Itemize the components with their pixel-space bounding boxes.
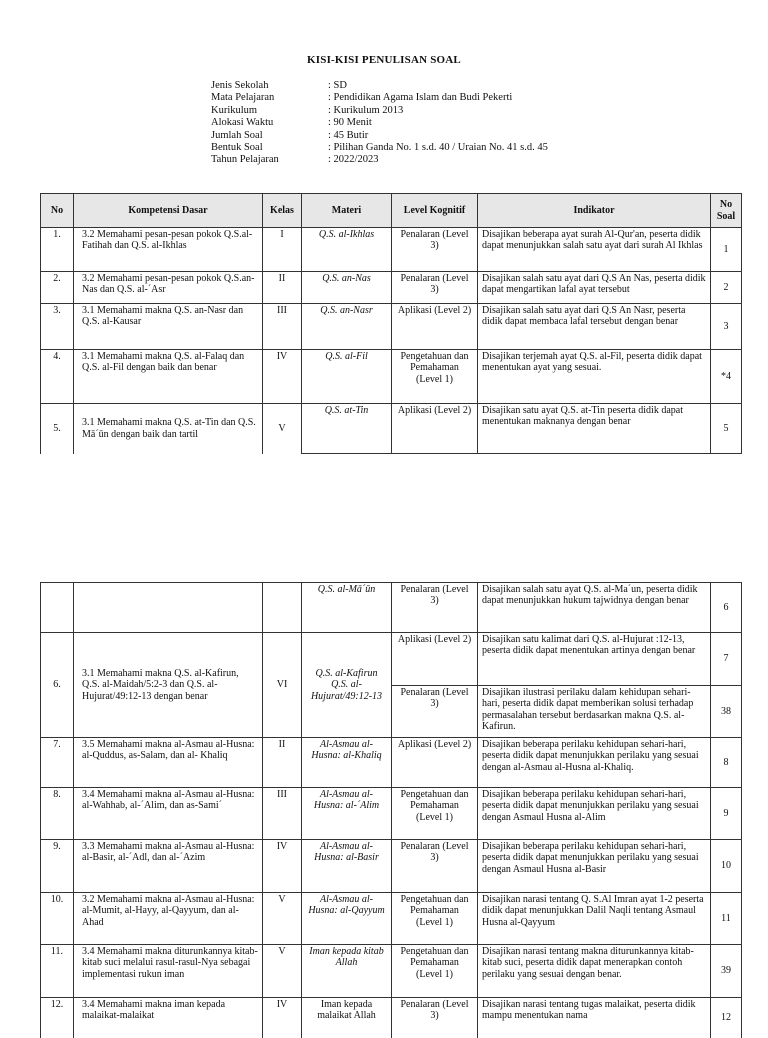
row-indikator: Disajikan beberapa perilaku kehidupan sehari-hari, peserta didik dapat menunjukkan perilaku yang sesuai dengan Asmaul Husna al-Basir bbox=[478, 840, 711, 893]
row-no: 10. bbox=[41, 893, 74, 945]
row-no: 11. bbox=[41, 945, 74, 998]
row-kompetensi-dasar: 3.3 Memahami makna al-Asmau al-Husna: al-Basir, al-´Adl, dan al-´Azim bbox=[74, 840, 263, 893]
table-row bbox=[41, 350, 742, 404]
table-row bbox=[41, 404, 742, 454]
row-kelas bbox=[263, 583, 302, 633]
info-value: : 45 Butir bbox=[328, 129, 369, 141]
row-level: Penalaran (Level 3) bbox=[392, 272, 478, 304]
row-kompetensi-dasar: 3.4 Memahami makna al-Asmau al-Husna: al-Wahhab, al-´Alim, dan as-Sami´ bbox=[74, 788, 263, 840]
row-indikator: Disajikan narasi tentang tugas malaikat, peserta didik mampu menentukan nama bbox=[478, 998, 711, 1038]
table-row bbox=[41, 840, 742, 893]
row-no: 4. bbox=[41, 350, 74, 404]
row-kompetensi-dasar: 3.1 Memahami makna Q.S. al-Kafirun, Q.S. al-Maidah/5:2-3 dan Q.S. al- Hujurat/49:12-13 dengan benar bbox=[74, 633, 263, 738]
row-kelas: V bbox=[263, 945, 302, 998]
table-row bbox=[41, 304, 742, 350]
row-kompetensi-dasar: 3.4 Memahami makna diturunkannya kitab-kitab suci melalui rasul-rasul-Nya sebagai implementasi rukun iman bbox=[74, 945, 263, 998]
row-materi: Q.S. an-Nas bbox=[302, 272, 392, 304]
row-no-soal: 7 bbox=[711, 633, 742, 686]
row-level: Penalaran (Level 3) bbox=[392, 583, 478, 633]
info-value: : SD bbox=[328, 80, 347, 91]
row-no: 12. bbox=[41, 998, 74, 1038]
row-kompetensi-dasar: 3.2 Memahami pesan-pesan pokok Q.S.al-Fatihah dan Q.S. al-Ikhlas bbox=[74, 228, 263, 272]
row-materi: Al-Asmau al-Husna: al-Khaliq bbox=[302, 738, 392, 788]
table-row bbox=[41, 788, 742, 840]
info-label: Alokasi Waktu bbox=[211, 117, 274, 129]
info-value: : Kurikulum 2013 bbox=[328, 104, 404, 116]
page-title: KISI-KISI PENULISAN SOAL bbox=[307, 54, 461, 66]
info-label: Jenis Sekolah bbox=[211, 80, 269, 91]
info-row bbox=[211, 130, 548, 142]
info-label: Kurikulum bbox=[211, 104, 258, 116]
row-no bbox=[41, 583, 74, 633]
row-no-soal: 10 bbox=[711, 840, 742, 893]
row-indikator: Disajikan beberapa perilaku kehidupan sehari-hari, peserta didik dapat menunjukkan perilaku yang sesuai dengan Asmaul Husna al-Alim bbox=[478, 788, 711, 840]
row-level: Pengetahuan dan Pemahaman (Level 1) bbox=[392, 893, 478, 945]
document-info bbox=[211, 80, 548, 167]
info-value: : Pendidikan Agama Islam dan Budi Pekerti bbox=[328, 92, 513, 104]
info-value: : 2022/2023 bbox=[328, 154, 379, 166]
row-materi: Q.S. at-Tin bbox=[302, 404, 392, 454]
header-no: No bbox=[41, 194, 74, 228]
row-level: Aplikasi (Level 2) bbox=[392, 304, 478, 350]
table-row bbox=[41, 945, 742, 998]
row-materi: Al-Asmau al-Husna: al-´Alim bbox=[302, 788, 392, 840]
info-row bbox=[211, 154, 548, 166]
table-row bbox=[41, 583, 742, 633]
row-indikator: Disajikan satu kalimat dari Q.S. al-Hujurat :12-13, peserta didik dapat menentukan artinya dengan benar bbox=[478, 633, 711, 686]
row-kompetensi-dasar: 3.4 Memahami makna iman kepada malaikat-malaikat bbox=[74, 998, 263, 1038]
row-kelas: V bbox=[263, 404, 302, 454]
row-level: Aplikasi (Level 2) bbox=[392, 404, 478, 454]
row-kompetensi-dasar: 3.1 Memahami makna Q.S. at-Tin dan Q.S. Mā´ūn dengan baik dan tartil bbox=[74, 404, 263, 454]
table-row bbox=[41, 272, 742, 304]
row-level: Penalaran (Level 3) bbox=[392, 998, 478, 1038]
row-no-soal: 8 bbox=[711, 738, 742, 788]
row-materi: Iman kepada kitab Allah bbox=[302, 945, 392, 998]
row-no: 2. bbox=[41, 272, 74, 304]
row-level: Penalaran (Level 3) bbox=[392, 840, 478, 893]
row-level: Pengetahuan dan Pemahaman (Level 1) bbox=[392, 350, 478, 404]
header-materi: Materi bbox=[302, 194, 392, 228]
row-no-soal: *4 bbox=[711, 350, 742, 404]
row-kelas: III bbox=[263, 304, 302, 350]
row-indikator: Disajikan narasi tentang Q. S.Al Imran ayat 1-2 peserta didik dapat menunjukkan Dalil Naqli tentang Asmaul Husna al-Qayyum bbox=[478, 893, 711, 945]
header-kelas: Kelas bbox=[263, 194, 302, 228]
row-kompetensi-dasar: 3.2 Memahami pesan-pesan pokok Q.S.an-Nas dan Q.S. al-´Asr bbox=[74, 272, 263, 304]
table-row bbox=[41, 633, 742, 686]
row-indikator: Disajikan ilustrasi perilaku dalam kehidupan sehari-hari, peserta didik dapat memberikan solusi terhadap permasalahan tersebut berdasarkan makna Q.S. al-Kafirun. bbox=[478, 686, 711, 738]
row-no: 6. bbox=[41, 633, 74, 738]
info-row bbox=[211, 142, 548, 154]
row-no-soal: 38 bbox=[711, 686, 742, 738]
row-kompetensi-dasar: 3.1 Memahami makna Q.S. al-Falaq dan Q.S. al-Fil dengan baik dan benar bbox=[74, 350, 263, 404]
info-row bbox=[211, 92, 548, 104]
row-indikator: Disajikan terjemah ayat Q.S. al-Fil, peserta didik dapat menentukan ayat yang sesuai. bbox=[478, 350, 711, 404]
row-materi: Iman kepada malaikat Allah bbox=[302, 998, 392, 1038]
header-indikator: Indikator bbox=[478, 194, 711, 228]
info-row bbox=[211, 105, 548, 117]
info-value: : 90 Menit bbox=[328, 117, 372, 129]
row-kelas: II bbox=[263, 738, 302, 788]
row-no-soal: 3 bbox=[711, 304, 742, 350]
table-row bbox=[41, 228, 742, 272]
row-kelas: IV bbox=[263, 350, 302, 404]
row-materi: Al-Asmau al-Husna: al-Basir bbox=[302, 840, 392, 893]
info-label: Tahun Pelajaran bbox=[211, 154, 279, 166]
row-kelas: III bbox=[263, 788, 302, 840]
row-materi: Al-Asmau al-Husna: al-Qayyum bbox=[302, 893, 392, 945]
row-kelas: VI bbox=[263, 633, 302, 738]
row-kompetensi-dasar: 3.2 Memahami makna al-Asmau al-Husna: al-Mumit, al-Hayy, al-Qayyum, dan al-Ahad bbox=[74, 893, 263, 945]
row-materi: Q.S. an-Nasr bbox=[302, 304, 392, 350]
table-row bbox=[41, 738, 742, 788]
row-no: 3. bbox=[41, 304, 74, 350]
row-no: 7. bbox=[41, 738, 74, 788]
row-kompetensi-dasar: 3.5 Memahami makna al-Asmau al-Husna: al-Quddus, as-Salam, dan al- Khaliq bbox=[74, 738, 263, 788]
table-row bbox=[41, 893, 742, 945]
row-kelas: I bbox=[263, 228, 302, 272]
row-level: Penalaran (Level 3) bbox=[392, 228, 478, 272]
header-kompetensi-dasar: Kompetensi Dasar bbox=[74, 194, 263, 228]
row-indikator: Disajikan satu ayat Q.S. at-Tin peserta didik dapat menentukan maknanya dengan benar bbox=[478, 404, 711, 454]
info-value: : Pilihan Ganda No. 1 s.d. 40 / Uraian No. 41 s.d. 45 bbox=[328, 142, 548, 154]
row-kompetensi-dasar bbox=[74, 583, 263, 633]
row-no: 9. bbox=[41, 840, 74, 893]
row-indikator: Disajikan salah satu ayat Q.S. al-Ma´un, peserta didik dapat menunjukkan hukum tajwidnya dengan benar bbox=[478, 583, 711, 633]
row-level: Aplikasi (Level 2) bbox=[392, 633, 478, 686]
row-no-soal: 9 bbox=[711, 788, 742, 840]
row-indikator: Disajikan beberapa ayat surah Al-Qur'an, peserta didik dapat menunjukkan salah satu ayat dari surah Al Ikhlas bbox=[478, 228, 711, 272]
info-label: Mata Pelajaran bbox=[211, 92, 275, 104]
row-level: Pengetahuan dan Pemahaman (Level 1) bbox=[392, 945, 478, 998]
row-no: 5. bbox=[41, 404, 74, 454]
row-level: Penalaran (Level 3) bbox=[392, 686, 478, 738]
row-materi: Q.S. al-Ikhlas bbox=[302, 228, 392, 272]
row-no-soal: 11 bbox=[711, 893, 742, 945]
row-no-soal: 39 bbox=[711, 945, 742, 998]
info-row bbox=[211, 117, 548, 129]
row-level: Aplikasi (Level 2) bbox=[392, 738, 478, 788]
row-no-soal: 1 bbox=[711, 228, 742, 272]
table-row bbox=[41, 998, 742, 1038]
kisi-kisi-table-continued bbox=[40, 582, 742, 1038]
info-label: Jumlah Soal bbox=[211, 129, 263, 141]
row-no: 8. bbox=[41, 788, 74, 840]
row-kompetensi-dasar: 3.1 Memahami makna Q.S. an-Nasr dan Q.S. al-Kausar bbox=[74, 304, 263, 350]
table-header-row bbox=[41, 194, 742, 228]
row-indikator: Disajikan salah satu ayat dari Q.S An Nas, peserta didik dapat mengartikan lafal ayat tersebut bbox=[478, 272, 711, 304]
row-no-soal: 2 bbox=[711, 272, 742, 304]
row-kelas: IV bbox=[263, 840, 302, 893]
row-kelas: IV bbox=[263, 998, 302, 1038]
row-level: Pengetahuan dan Pemahaman (Level 1) bbox=[392, 788, 478, 840]
row-kelas: II bbox=[263, 272, 302, 304]
kisi-kisi-table bbox=[40, 193, 742, 454]
row-kelas: V bbox=[263, 893, 302, 945]
info-label: Bentuk Soal bbox=[211, 142, 263, 154]
row-indikator: Disajikan beberapa perilaku kehidupan sehari-hari, peserta didik dapat menunjukkan perilaku yang sesuai dengan al-Asmau al-Husna al-Khaliq. bbox=[478, 738, 711, 788]
info-row bbox=[211, 80, 548, 92]
row-materi: Q.S. al-Fil bbox=[302, 350, 392, 404]
row-materi: Q.S. al-Mā´ūn bbox=[302, 583, 392, 633]
row-materi: Q.S. al-Kafirun Q.S. al-Hujurat/49:12-13 bbox=[302, 633, 392, 738]
row-no-soal: 12 bbox=[711, 998, 742, 1038]
row-no-soal: 6 bbox=[711, 583, 742, 633]
row-indikator: Disajikan narasi tentang makna diturunkannya kitab-kitab suci, peserta didik dapat menerapkan contoh perilaku yang sesuai dengan benar. bbox=[478, 945, 711, 998]
header-no-soal: No Soal bbox=[711, 194, 742, 228]
row-indikator: Disajikan salah satu ayat dari Q.S An Nasr, peserta didik dapat membaca lafal tersebut dengan benar bbox=[478, 304, 711, 350]
header-level-kognitif: Level Kognitif bbox=[392, 194, 478, 228]
row-no-soal: 5 bbox=[711, 404, 742, 454]
row-no: 1. bbox=[41, 228, 74, 272]
